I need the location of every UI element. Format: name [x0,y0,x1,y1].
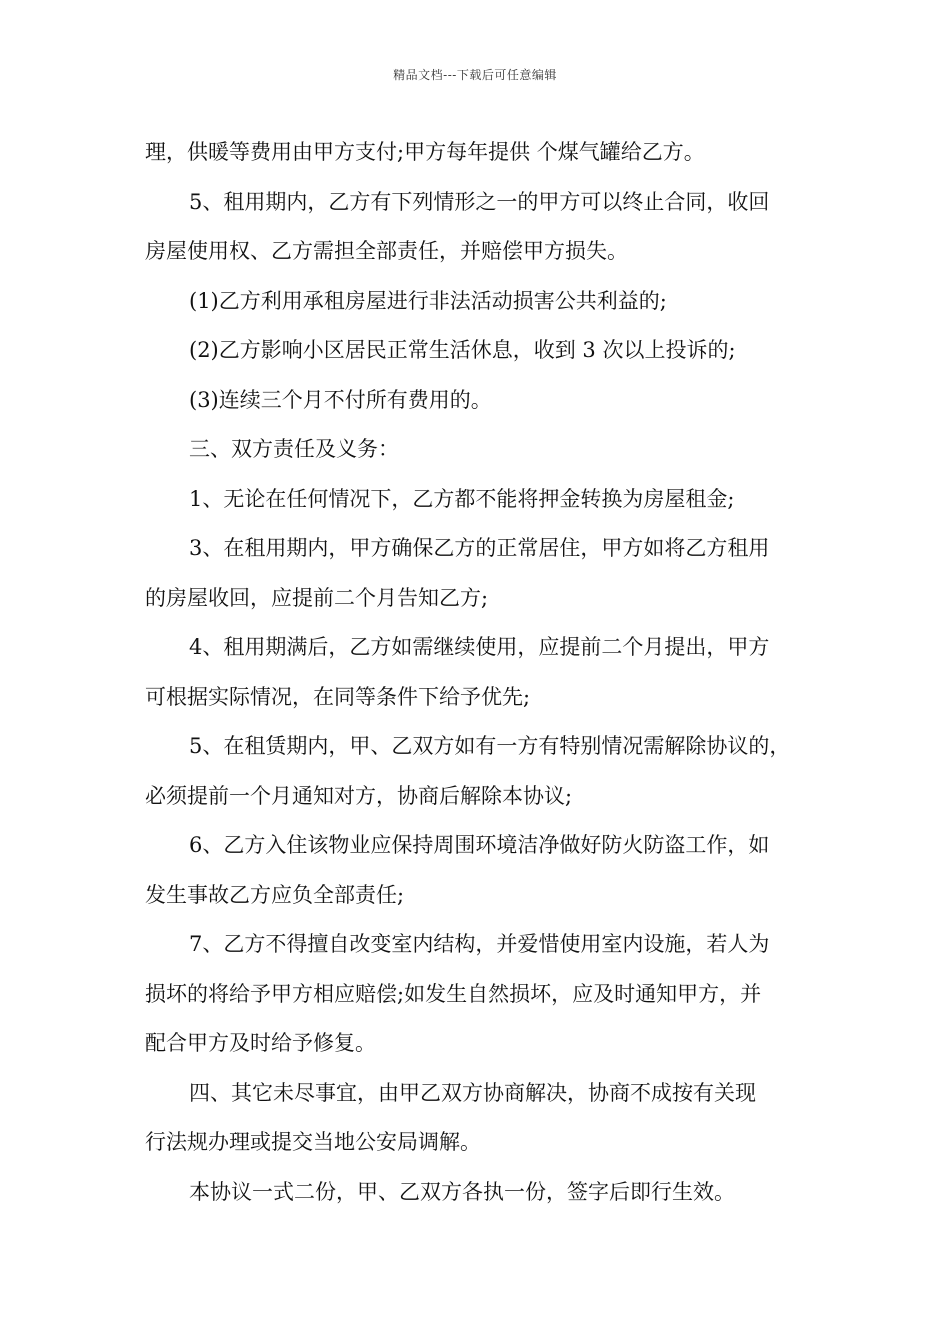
paragraph-line: 1、无论在任何情况下，乙方都不能将押金转换为房屋租金; [189,486,735,511]
paragraph-line: 7、乙方不得擅自改变室内结构，并爱惜使用室内设施，若人为 [189,932,770,956]
text-line: 房屋使用权、乙方需担全部责任，并赔偿甲方损失。 [145,239,628,263]
paragraph-line: 5、租用期内，乙方有下列情形之一的甲方可以终止合同，收回 [189,189,770,214]
paragraph-line: 4、租用期满后，乙方如需继续使用，应提前二个月提出，甲方 [189,635,770,659]
page-header: 精品文档---下载后可任意编辑 [393,68,557,82]
text-line: 行法规办理或提交当地公安局调解。 [145,1130,481,1154]
paragraph-line: 本协议一式二份，甲、乙双方各执一份，签字后即行生效。 [189,1179,735,1204]
section-heading: 三、双方责任及义务： [189,437,399,461]
document-body [145,132,825,1221]
paragraph-line: 3、在租用期内，甲方确保乙方的正常居住，甲方如将乙方租用 [189,536,770,560]
text-line: 的房屋收回，应提前二个月告知乙方; [145,585,489,610]
text-line: 必须提前一个月通知对方，协商后解除本协议; [145,783,573,808]
section-heading: 四、其它未尽事宜，由甲乙双方协商解决，协商不成按有关现 [189,1080,756,1105]
text-line: 发生事故乙方应负全部责任; [145,882,405,907]
text-line: 配合甲方及时给予修复。 [145,1031,376,1055]
list-item: (1)乙方利用承租房屋进行非法活动损害公共利益的; [189,288,667,313]
text-line: 理，供暖等费用由甲方支付;甲方每年提供 个煤气罐给乙方。 [145,140,705,164]
paragraph-line: 6、乙方入住该物业应保持周围环境洁净做好防火防盗工作，如 [189,833,770,857]
list-item: (2)乙方影响小区居民正常生活休息，收到 3 次以上投诉的; [189,338,736,362]
list-item: (3)连续三个月不付所有费用的。 [189,387,492,412]
text-line: 可根据实际情况，在同等条件下给予优先; [145,684,531,709]
paragraph-line: 5、在租赁期内，甲、乙双方如有一方有特别情况需解除协议的， [189,734,791,758]
text-line: 损坏的将给予甲方相应赔偿;如发生自然损坏，应及时通知甲方，并 [145,981,762,1006]
